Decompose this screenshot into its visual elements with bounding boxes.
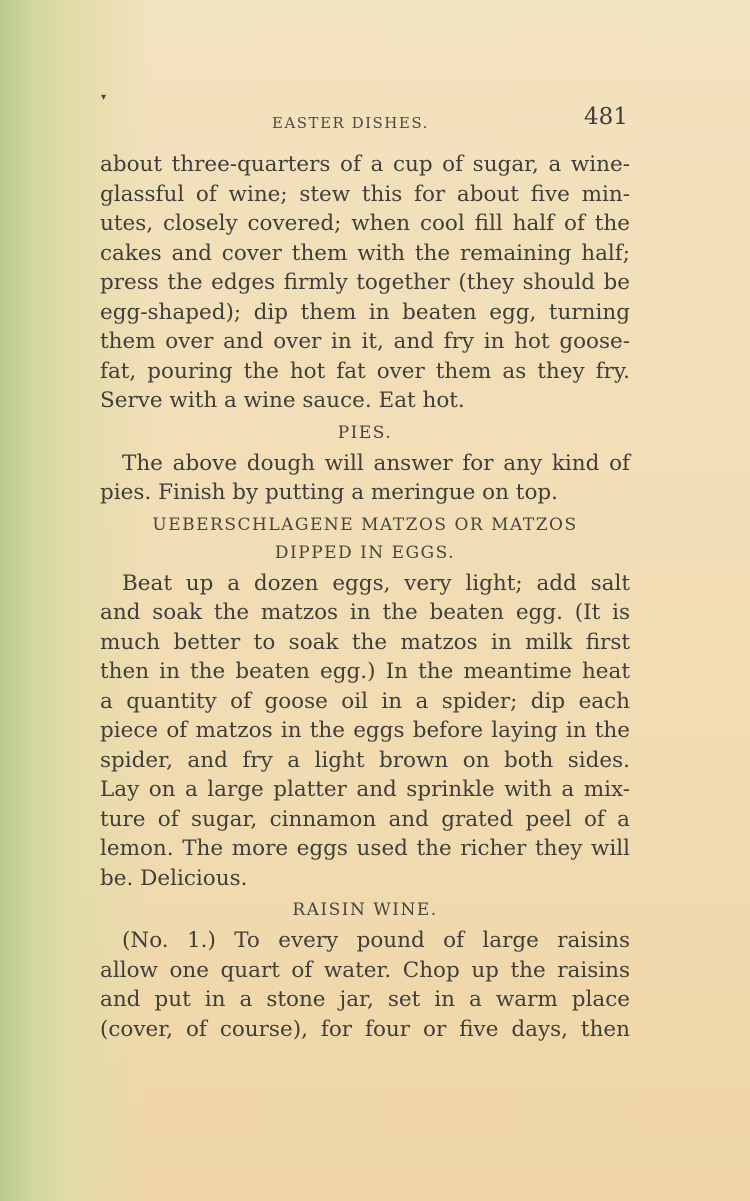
text-line: Serve with a wine sauce. Eat hot. (100, 388, 465, 413)
text-line: (No. 1.) To every pound of large raisins (122, 928, 630, 953)
text-line: allow one quart of water. Chop up the raisins (100, 957, 630, 983)
text-line: and put in a stone jar, set in a warm place (100, 987, 630, 1012)
text-line: The above dough will answer for any kind of (122, 450, 630, 476)
text-line: Beat up a dozen eggs, very light; add salt (122, 570, 630, 596)
text-line: spider, and fry a light brown on both sides. (100, 747, 630, 773)
continuation-paragraph (100, 150, 630, 416)
matzos-heading-line-1: UEBERSCHLAGENE MATZOS OR MATZOS (152, 514, 578, 535)
text-line: a quantity of goose oil in a spider; dip each (100, 688, 630, 714)
text-line: press the edges firmly together (they should be (100, 270, 630, 295)
raisin-wine-heading: RAISIN WINE. (292, 900, 438, 920)
text-line: fat, pouring the hot fat over them as they fry. (100, 358, 630, 384)
text-line: lemon. The more eggs used the richer they will (100, 836, 630, 861)
printer-mark: ▾ (101, 92, 107, 103)
text-line: and soak the matzos in the beaten egg. (It is (100, 600, 630, 625)
text-line: egg-shaped); dip them in beaten egg, turning (100, 299, 630, 325)
page-number: 481 (584, 104, 628, 130)
text-line: them over and over in it, and fry in hot goose- (100, 329, 630, 354)
page-header (0, 104, 750, 140)
text-line: be. Delicious. (100, 865, 248, 891)
text-line: about three-quarters of a cup of sugar, a wine- (100, 152, 630, 177)
text-line: much better to soak the matzos in milk first (100, 629, 630, 655)
matzos-paragraph (100, 569, 630, 894)
page-body (100, 150, 630, 1044)
text-line: Lay on a large platter and sprinkle with a mix- (100, 777, 630, 802)
text-line: pies. Finish by putting a meringue on top. (100, 480, 558, 505)
text-line: piece of matzos in the eggs before laying in the (100, 718, 630, 743)
text-line: utes, closely covered; when cool fill half of the (100, 211, 630, 236)
text-line: ture of sugar, cinnamon and grated peel of a (100, 806, 630, 832)
text-line: then in the beaten egg.) In the meantime heat (100, 659, 630, 684)
pies-heading: PIES. (337, 422, 393, 443)
running-head: EASTER DISHES. (272, 114, 429, 132)
text-line: glassful of wine; stew this for about five min- (100, 181, 630, 207)
pies-paragraph (100, 449, 630, 508)
text-line: cakes and cover them with the remaining half; (100, 240, 630, 266)
matzos-heading-line-2: DIPPED IN EGGS. (274, 542, 456, 563)
raisin-wine-paragraph (100, 926, 630, 1044)
text-line: (cover, of course), for four or five days, then (100, 1016, 630, 1042)
